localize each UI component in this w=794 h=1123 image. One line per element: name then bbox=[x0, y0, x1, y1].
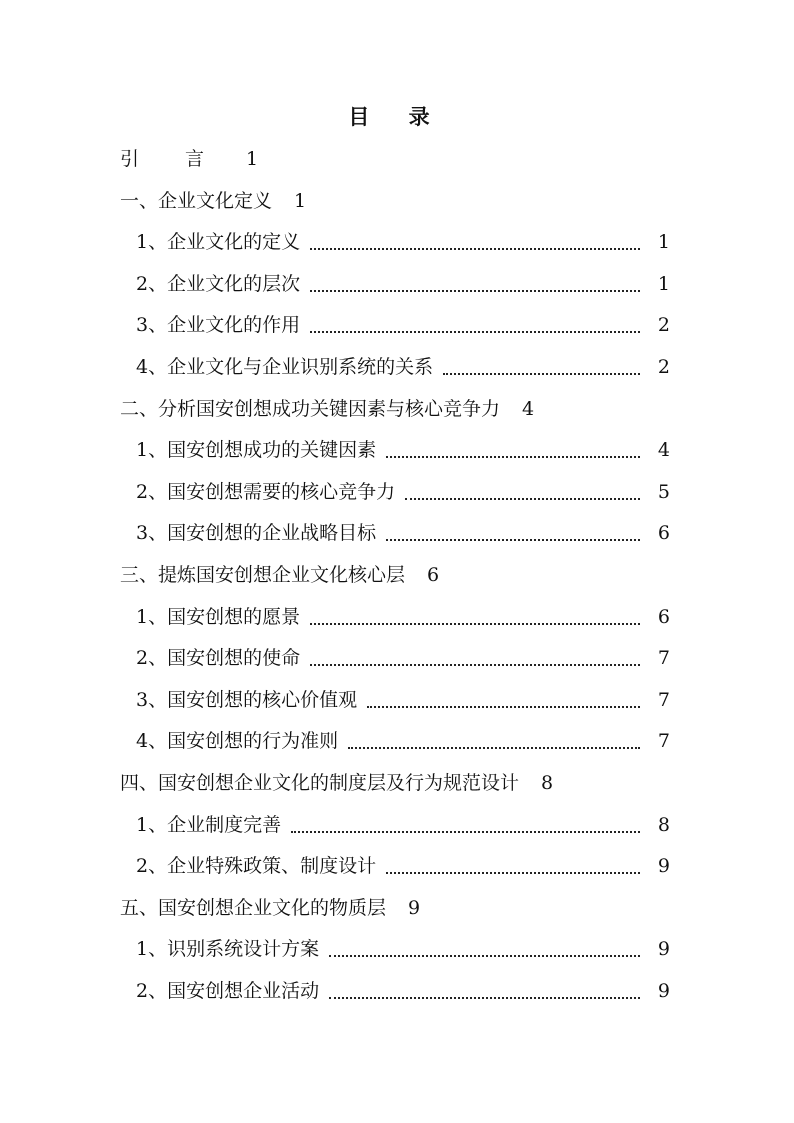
toc-entry-text: 3、企业文化的作用 bbox=[136, 314, 301, 337]
toc-section-entry[interactable] bbox=[136, 431, 670, 469]
toc-page-number: 1 bbox=[294, 189, 307, 212]
toc-entry-text: 1、企业文化的定义 bbox=[136, 231, 301, 254]
toc-entry-text: 四、国安创想企业文化的制度层及行为规范设计 bbox=[120, 772, 520, 794]
dot-leader bbox=[310, 248, 640, 250]
toc-chapter-entry[interactable] bbox=[120, 390, 534, 428]
toc-chapter-entry[interactable] bbox=[120, 182, 306, 220]
toc-page-number: 8 bbox=[657, 813, 670, 836]
dot-leader bbox=[310, 623, 640, 625]
dot-leader bbox=[310, 331, 640, 333]
toc-section-entry[interactable] bbox=[136, 972, 670, 1010]
toc-section-entry[interactable] bbox=[136, 639, 670, 677]
dot-leader bbox=[310, 664, 640, 666]
toc-entry-text: 三、提炼国安创想企业文化核心层 bbox=[120, 564, 406, 586]
toc-entry-text: 2、国安创想企业活动 bbox=[136, 980, 320, 1002]
toc-entry-text: 4、企业文化与企业识别系统的关系 bbox=[136, 356, 434, 378]
dot-leader bbox=[386, 872, 640, 874]
toc-page-number: 4 bbox=[522, 397, 535, 420]
toc-page-number: 4 bbox=[657, 439, 670, 462]
toc-entry-text: 2、企业特殊政策、制度设计 bbox=[136, 855, 377, 878]
toc-section-entry[interactable] bbox=[136, 847, 670, 885]
toc-entry-text: 2、国安创想的使命 bbox=[136, 647, 301, 670]
toc-section-entry[interactable] bbox=[136, 806, 670, 844]
dot-leader bbox=[310, 290, 640, 292]
toc-entry-text: 五、国安创想企业文化的物质层 bbox=[120, 896, 387, 919]
toc-entry-text: 引 言 bbox=[120, 148, 225, 170]
toc-section-entry[interactable] bbox=[136, 930, 670, 968]
dot-leader bbox=[386, 539, 640, 541]
toc-page-number: 6 bbox=[657, 605, 670, 628]
dot-leader bbox=[329, 997, 640, 999]
toc-section-entry[interactable] bbox=[136, 306, 670, 344]
dot-leader bbox=[329, 955, 640, 957]
toc-chapter-entry[interactable] bbox=[120, 556, 439, 594]
toc-title: 目 录 bbox=[348, 104, 446, 129]
dot-leader bbox=[386, 456, 640, 458]
dot-leader bbox=[405, 498, 640, 500]
dot-leader bbox=[348, 747, 640, 749]
toc-page-number: 9 bbox=[657, 980, 670, 1002]
toc-page-number: 2 bbox=[657, 356, 670, 378]
toc-page-number: 8 bbox=[541, 772, 554, 794]
toc-entry-text: 1、识别系统设计方案 bbox=[136, 938, 320, 961]
toc-entry-text: 3、国安创想的核心价值观 bbox=[136, 688, 358, 711]
toc-page-number: 1 bbox=[657, 272, 670, 295]
toc-page-number: 7 bbox=[657, 647, 670, 670]
toc-page-number: 9 bbox=[657, 938, 670, 961]
toc-entry-text: 4、国安创想的行为准则 bbox=[136, 730, 339, 753]
toc-section-entry[interactable] bbox=[136, 722, 670, 760]
toc-section-entry[interactable] bbox=[136, 473, 670, 511]
toc-entry-text: 1、国安创想的愿景 bbox=[136, 605, 301, 628]
toc-page-number: 9 bbox=[408, 896, 421, 919]
toc-entry-text: 2、国安创想需要的核心竞争力 bbox=[136, 480, 396, 503]
toc-chapter-entry[interactable] bbox=[120, 764, 553, 802]
toc-page-number: 6 bbox=[657, 522, 670, 545]
toc-entry-text: 3、国安创想的企业战略目标 bbox=[136, 522, 377, 545]
dot-leader bbox=[367, 706, 640, 708]
toc-section-entry[interactable] bbox=[136, 514, 670, 552]
toc-page-number: 1 bbox=[657, 231, 670, 254]
toc-chapter-entry[interactable] bbox=[120, 889, 420, 927]
dot-leader bbox=[291, 831, 640, 833]
toc-entry-text: 2、企业文化的层次 bbox=[136, 272, 301, 295]
toc-section-entry[interactable] bbox=[136, 223, 670, 261]
toc-section-entry[interactable] bbox=[136, 681, 670, 719]
toc-chapter-entry[interactable] bbox=[120, 140, 258, 178]
toc-entry-text: 一、企业文化定义 bbox=[120, 189, 273, 212]
toc-page-number: 2 bbox=[657, 314, 670, 337]
toc-page-number: 1 bbox=[246, 148, 259, 170]
toc-page-number: 7 bbox=[657, 688, 670, 711]
toc-section-entry[interactable] bbox=[136, 348, 670, 386]
toc-page-number: 7 bbox=[657, 730, 670, 753]
toc-section-entry[interactable] bbox=[136, 598, 670, 636]
toc-section-entry[interactable] bbox=[136, 265, 670, 303]
toc-entry-text: 1、企业制度完善 bbox=[136, 813, 282, 836]
toc-page-number: 5 bbox=[657, 480, 670, 503]
toc-entry-text: 1、国安创想成功的关键因素 bbox=[136, 439, 377, 462]
toc-entry-text: 二、分析国安创想成功关键因素与核心竞争力 bbox=[120, 397, 501, 420]
toc-page-number: 9 bbox=[657, 855, 670, 878]
toc-page-number: 6 bbox=[427, 564, 440, 586]
dot-leader bbox=[443, 373, 640, 375]
